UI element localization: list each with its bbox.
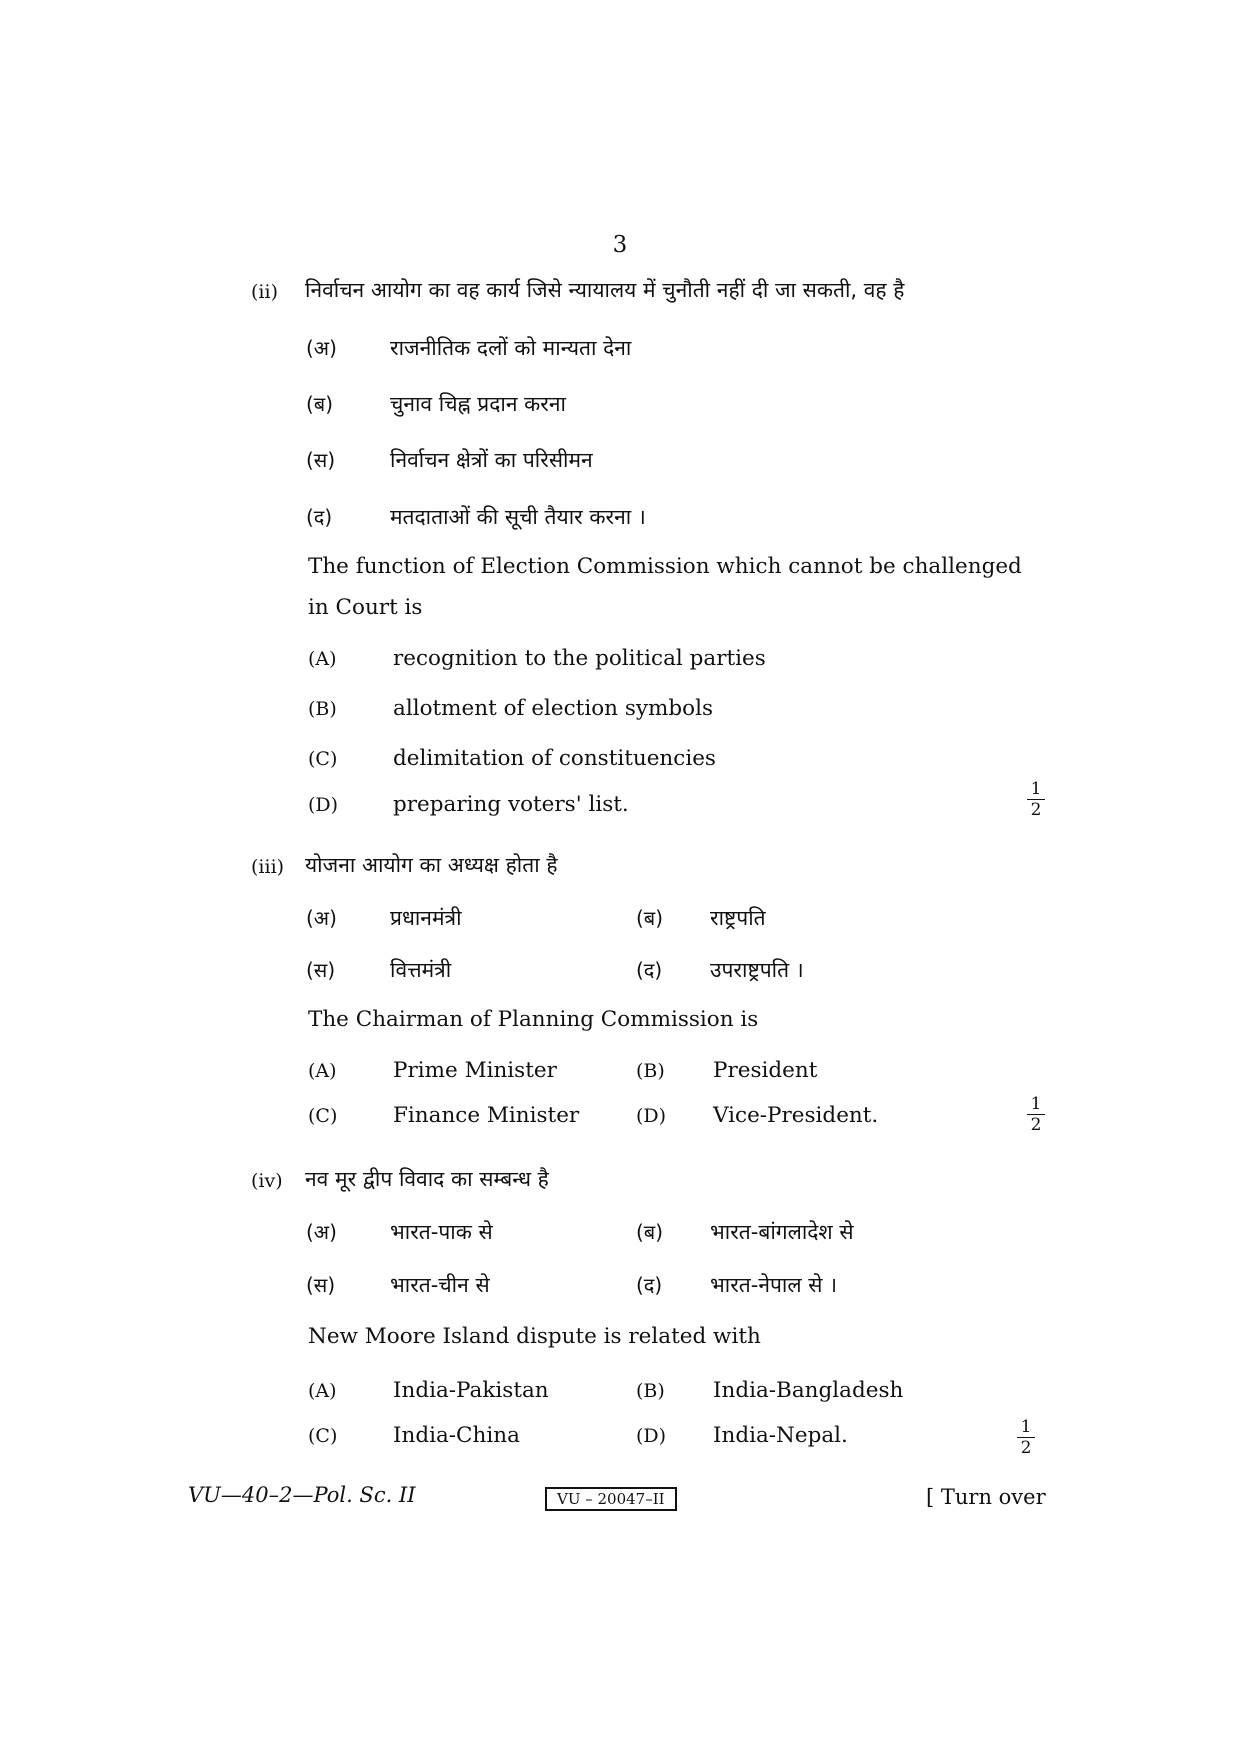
option-text: चुनाव चिह्न प्रदान करना	[390, 392, 566, 416]
option-label: (अ)	[306, 906, 337, 930]
option-text: राजनीतिक दलों को मान्यता देना	[390, 336, 632, 360]
option-label: (D)	[636, 1425, 667, 1447]
option-text: भारत-बांगलादेश से	[710, 1220, 854, 1244]
option-text: राष्ट्रपति	[710, 906, 766, 930]
option-label: (स)	[306, 958, 336, 982]
option-text: मतदाताओं की सूची तैयार करना ।	[390, 505, 646, 529]
option-text: Finance Minister	[393, 1103, 580, 1128]
question-number: (ii)	[251, 281, 278, 303]
option-text: preparing voters' list.	[393, 792, 629, 817]
option-label: (द)	[306, 505, 333, 529]
fraction-numerator: 1	[1030, 1094, 1042, 1114]
option-text: Prime Minister	[393, 1058, 557, 1083]
option-text: उपराष्ट्रपति ।	[710, 958, 804, 982]
option-text: भारत-पाक से	[390, 1220, 493, 1244]
option-text: India-Pakistan	[393, 1378, 549, 1403]
fraction-numerator: 1	[1020, 1417, 1032, 1437]
option-label: (द)	[636, 958, 663, 982]
option-label: (B)	[636, 1060, 665, 1082]
question-english: The function of Election Commission which cannot be challenged	[308, 554, 1022, 579]
marks-fraction	[1015, 1418, 1037, 1457]
marks-fraction	[1025, 780, 1047, 819]
fraction-denominator: 2	[1020, 1438, 1032, 1458]
question-hindi: योजना आयोग का अध्यक्ष होता है	[305, 853, 558, 877]
option-label: (A)	[308, 1060, 337, 1082]
option-label: (A)	[308, 648, 337, 670]
serial-code-box: VU – 20047–II	[545, 1487, 677, 1511]
option-text: India-China	[393, 1423, 520, 1448]
option-label: (ब)	[636, 1220, 664, 1244]
question-hindi: नव मूर द्वीप विवाद का सम्बन्ध है	[305, 1167, 549, 1191]
paper-code-footer: VU—40–2—Pol. Sc. II	[188, 1483, 416, 1507]
question-english: The Chairman of Planning Commission is	[308, 1007, 759, 1032]
option-label: (अ)	[306, 336, 337, 360]
option-text: वित्तमंत्री	[390, 958, 452, 982]
option-label: (ब)	[306, 392, 334, 416]
option-label: (C)	[308, 1105, 338, 1127]
option-label: (ब)	[636, 906, 664, 930]
marks-fraction	[1025, 1095, 1047, 1134]
option-label: (द)	[636, 1273, 663, 1297]
option-label: (B)	[308, 698, 337, 720]
option-text: Vice-President.	[713, 1103, 879, 1128]
option-text: allotment of election symbols	[393, 696, 714, 721]
fraction-denominator: 2	[1030, 800, 1042, 820]
option-label: (D)	[308, 794, 339, 816]
option-label: (C)	[308, 1425, 338, 1447]
option-label: (C)	[308, 748, 338, 770]
option-text: President	[713, 1058, 818, 1083]
option-text: delimitation of constituencies	[393, 746, 716, 771]
question-english-cont: in Court is	[308, 595, 423, 620]
option-label: (B)	[636, 1380, 665, 1402]
option-text: recognition to the political parties	[393, 646, 766, 671]
question-number: (iv)	[251, 1170, 283, 1192]
option-text: India-Nepal.	[713, 1423, 848, 1448]
option-label: (स)	[306, 448, 336, 472]
option-text: प्रधानमंत्री	[390, 906, 462, 930]
option-label: (अ)	[306, 1220, 337, 1244]
option-label: (D)	[636, 1105, 667, 1127]
question-english: New Moore Island dispute is related with	[308, 1324, 761, 1349]
option-text: India-Bangladesh	[713, 1378, 904, 1403]
option-text: भारत-चीन से	[390, 1273, 490, 1297]
option-text: निर्वाचन क्षेत्रों का परिसीमन	[390, 448, 593, 472]
question-number: (iii)	[251, 856, 285, 878]
option-text: भारत-नेपाल से ।	[710, 1273, 838, 1297]
option-label: (A)	[308, 1380, 337, 1402]
fraction-numerator: 1	[1030, 779, 1042, 799]
question-hindi: निर्वाचन आयोग का वह कार्य जिसे न्यायालय में चुनौती नहीं दी जा सकती, वह है	[305, 278, 905, 302]
turn-over: [ Turn over	[926, 1485, 1046, 1509]
fraction-denominator: 2	[1030, 1115, 1042, 1135]
page-number: 3	[612, 232, 628, 258]
option-label: (स)	[306, 1273, 336, 1297]
